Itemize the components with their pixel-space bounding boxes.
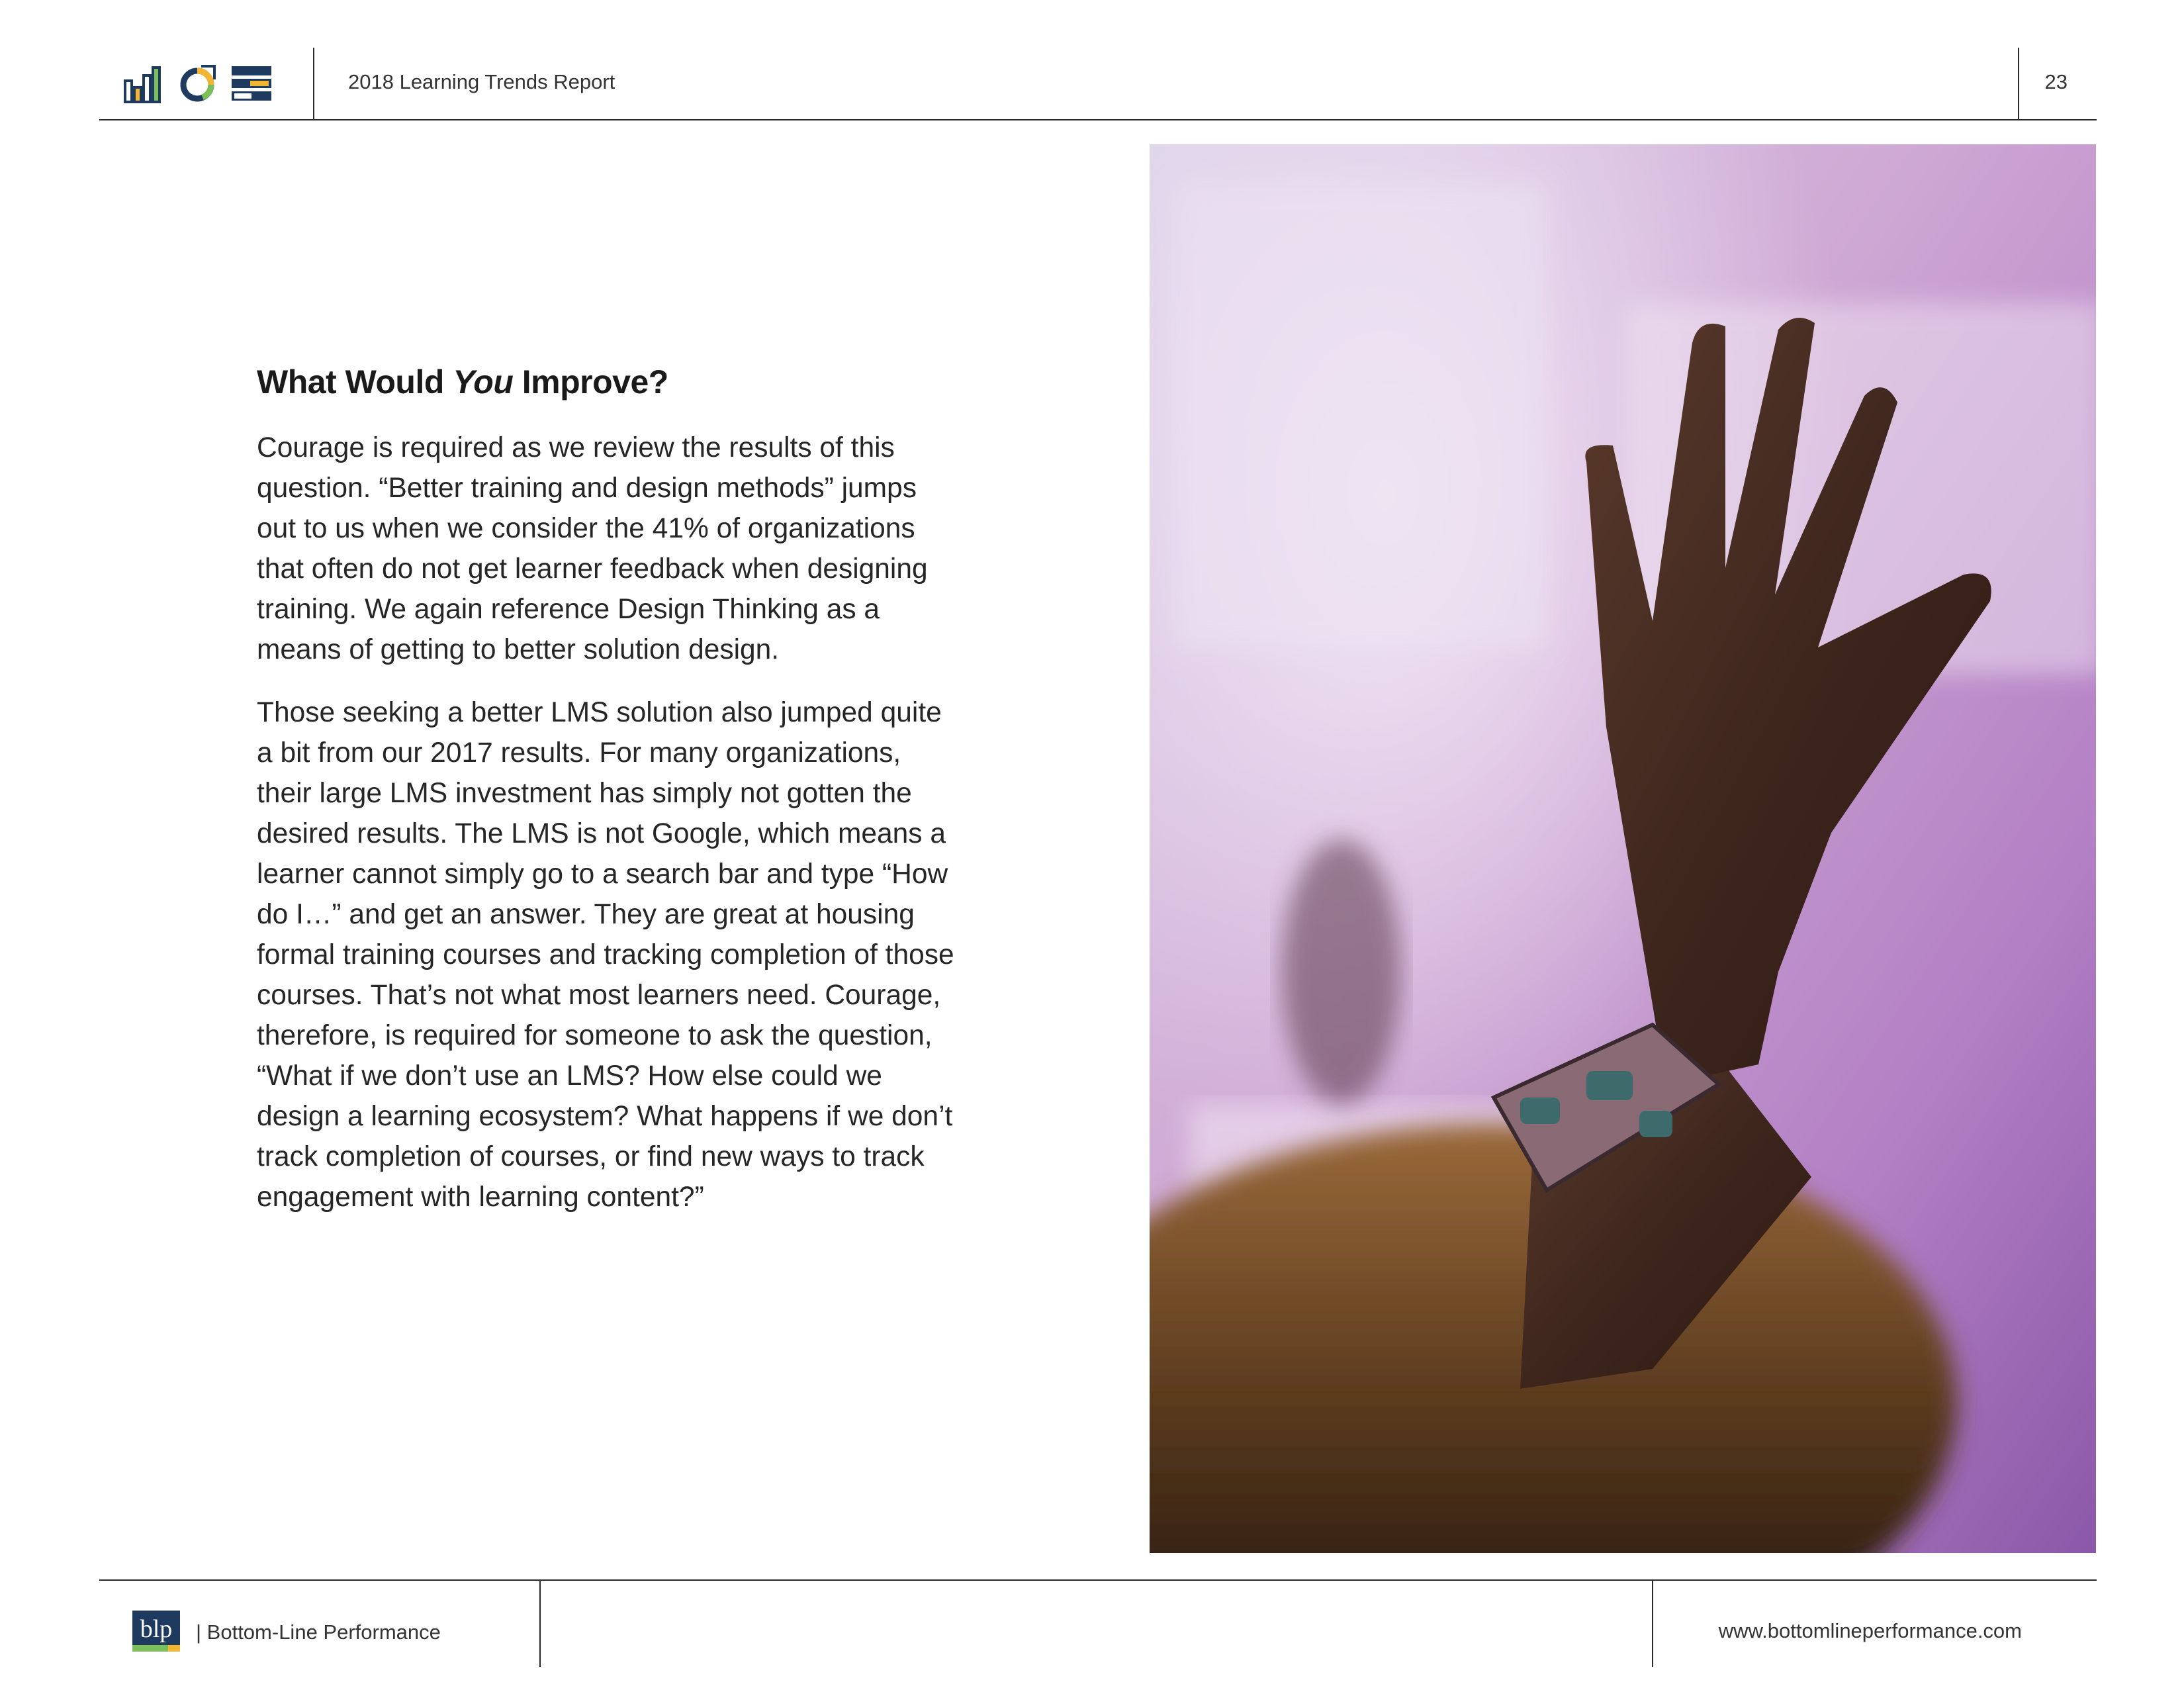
footer-brand: | Bottom-Line Performance xyxy=(196,1620,441,1644)
header-rule xyxy=(99,119,2097,120)
donut-chart-icon xyxy=(177,64,217,103)
header-divider-left xyxy=(313,48,314,120)
stacked-bars-icon xyxy=(230,64,273,103)
heading-emphasis: You xyxy=(453,363,514,400)
report-title: 2018 Learning Trends Report xyxy=(348,70,615,93)
footer-divider-right xyxy=(1652,1579,1653,1667)
article-body xyxy=(257,363,958,1240)
raised-hand-photo xyxy=(1150,144,2096,1553)
footer-divider-left xyxy=(539,1579,541,1667)
header-divider-right xyxy=(2018,48,2019,120)
paragraph: Courage is required as we review the results of this question. “Better training and design methods” jumps out to us when we consider the 41% of organizations that often do not get learner feedback when designing training. We again reference Design Thinking as a means of getting to better solution design. xyxy=(257,432,928,665)
website-link[interactable]: www.bottomlineperformance.com xyxy=(1718,1619,2022,1642)
page-number: 23 xyxy=(2044,70,2068,93)
footer-rule xyxy=(99,1579,2097,1581)
paragraph: Those seeking a better LMS solution also jumped quite a bit from our 2017 results. For many organizations, their large LMS investment has simply not gotten the desired results. The LMS is not Google, which means a learner cannot simply go to a search bar and type “How do I…” and get an answer. They are great at housing formal training courses and tracking completion of those courses. That’s not what most learners need. Courage, therefore, is required for someone to ask the question, “What if we don’t use an LMS? How else could we design a learning ecosystem? What happens if we don’t track completion of courses, or find new ways to track engagement with learning content?” xyxy=(257,697,954,1213)
bar-chart-icon xyxy=(123,64,163,103)
heading-text-end: Improve? xyxy=(513,363,668,400)
section-heading xyxy=(257,363,958,401)
heading-text-start: What Would xyxy=(257,363,453,400)
logo-text: blp xyxy=(140,1615,173,1643)
header-icon-group xyxy=(123,64,275,103)
blp-logo xyxy=(132,1611,180,1652)
